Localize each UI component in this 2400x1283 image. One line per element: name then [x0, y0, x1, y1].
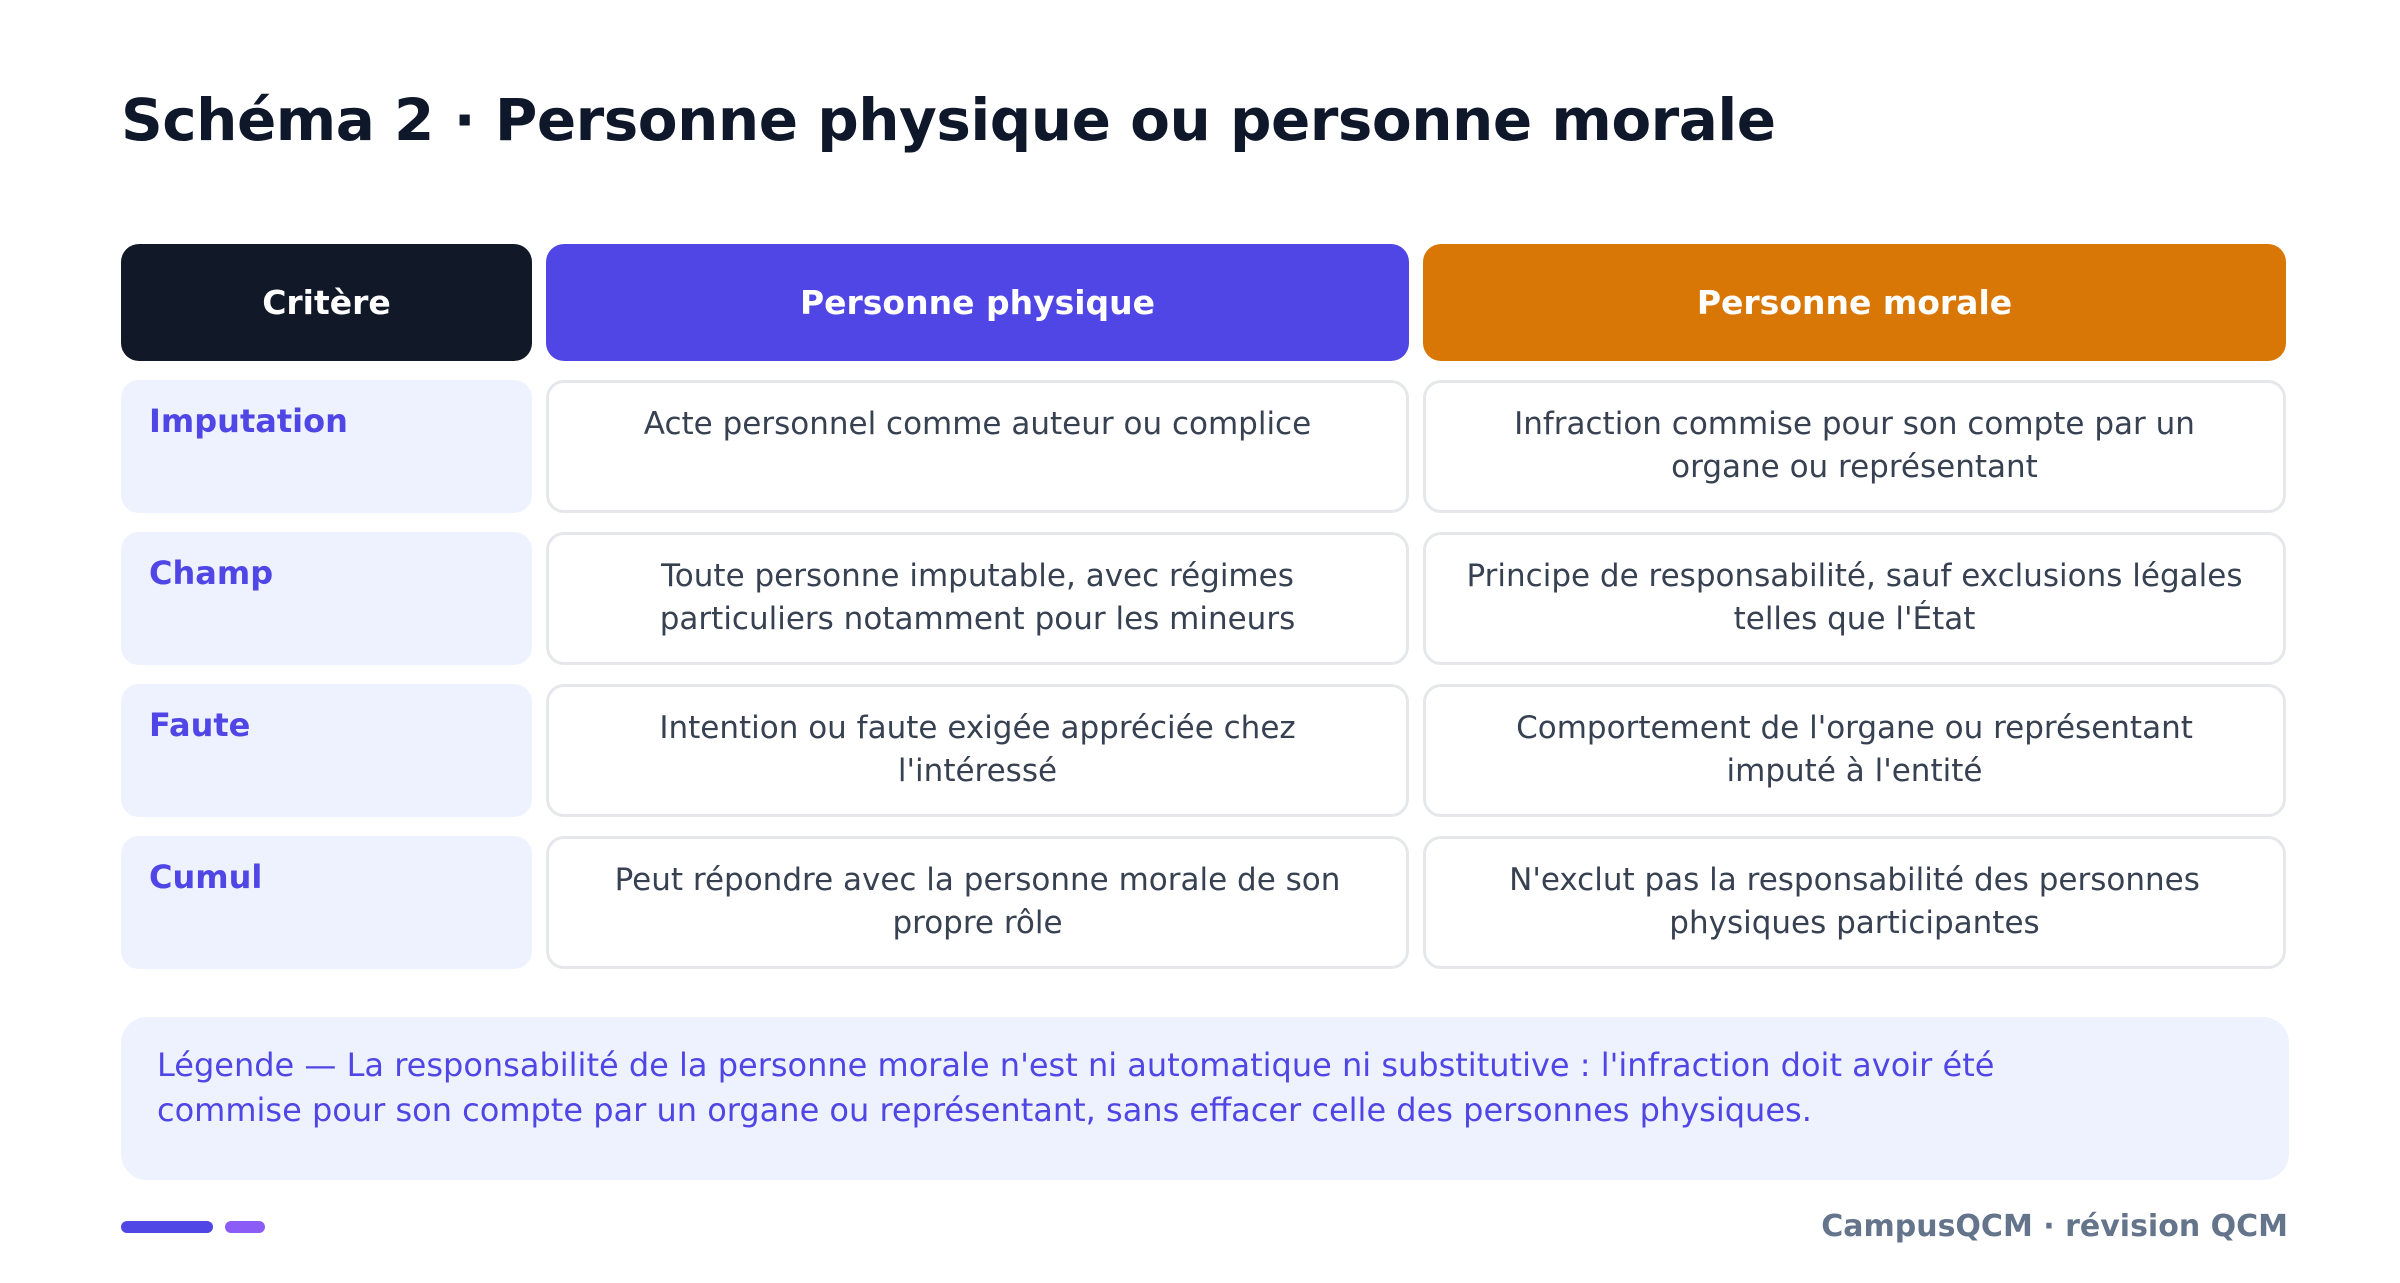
accent-bar-primary — [121, 1221, 213, 1233]
cell-morale-faute: Comportement de l'organe ou représentant imputé à l'entité — [1423, 684, 2286, 817]
row-criterion-champ: Champ — [121, 532, 532, 665]
cell-physique-champ: Toute personne imputable, avec régimes particuliers notamment pour les mineurs — [546, 532, 1409, 665]
row-criterion-cumul: Cumul — [121, 836, 532, 969]
cell-physique-faute: Intention ou faute exigée appréciée chez l'intéressé — [546, 684, 1409, 817]
legend-box — [121, 1017, 2289, 1180]
row-criterion-imputation: Imputation — [121, 380, 532, 513]
cell-morale-champ: Principe de responsabilité, sauf exclusions légales telles que l'État — [1423, 532, 2286, 665]
header-personne-physique: Personne physique — [546, 244, 1409, 361]
header-criterion: Critère — [121, 244, 532, 361]
accent-bar-secondary — [225, 1221, 265, 1233]
footer-brand: CampusQCM · révision QCM — [1821, 1209, 2288, 1244]
legend-text: Légende — La responsabilité de la personne morale n'est ni automatique ni substitutive : l'infraction doit avoir été commise pour son compte par un organe ou représentant, sans effacer celle des personnes physiques. — [157, 1046, 1995, 1129]
comparison-table — [121, 244, 2286, 969]
cell-morale-cumul: N'exclut pas la responsabilité des personnes physiques participantes — [1423, 836, 2286, 969]
cell-physique-cumul: Peut répondre avec la personne morale de son propre rôle — [546, 836, 1409, 969]
header-personne-morale: Personne morale — [1423, 244, 2286, 361]
page-title: Schéma 2 · Personne physique ou personne morale — [121, 86, 1776, 154]
cell-morale-imputation: Infraction commise pour son compte par un organe ou représentant — [1423, 380, 2286, 513]
cell-physique-imputation: Acte personnel comme auteur ou complice — [546, 380, 1409, 513]
row-criterion-faute: Faute — [121, 684, 532, 817]
